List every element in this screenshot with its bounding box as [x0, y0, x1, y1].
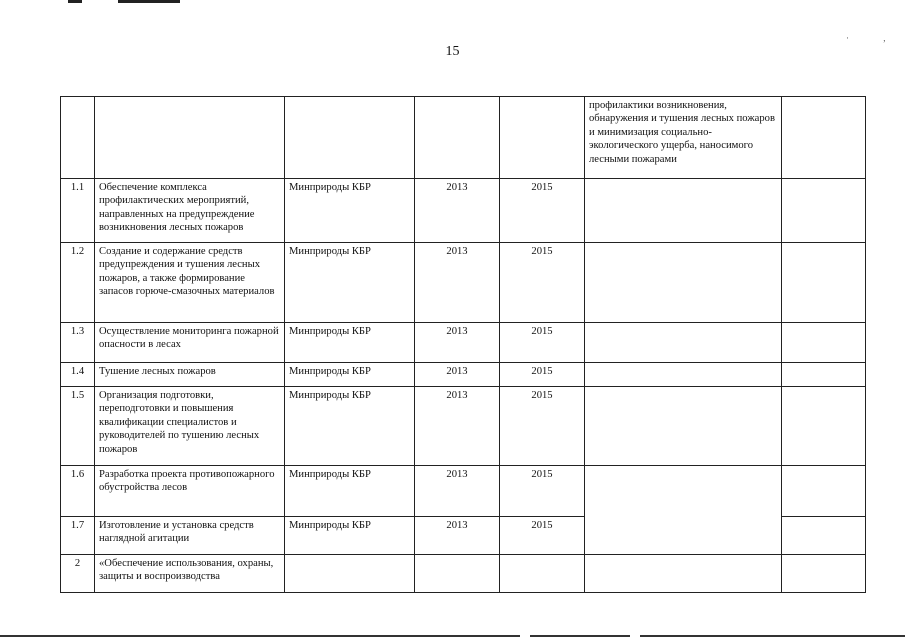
- cell-num: [61, 97, 95, 179]
- end-year: 2015: [500, 323, 585, 363]
- cell-indicator: [782, 387, 866, 466]
- executor: Минприроды КБР: [285, 517, 415, 555]
- end-year: [500, 555, 585, 593]
- cell-executor: [285, 97, 415, 179]
- scan-artifact-top: [68, 0, 188, 3]
- end-year: 2015: [500, 363, 585, 387]
- executor: Минприроды КБР: [285, 243, 415, 323]
- row-number: 1.6: [61, 466, 95, 517]
- table-row: [61, 555, 866, 593]
- start-year: 2013: [415, 517, 500, 555]
- cell-indicator: [782, 466, 866, 517]
- start-year: 2013: [415, 387, 500, 466]
- activity-name: Осуществление мониторинга пожарной опасности в лесах: [95, 323, 285, 363]
- executor: Минприроды КБР: [285, 323, 415, 363]
- cell-indicator: [782, 243, 866, 323]
- cell-goal: [585, 387, 782, 466]
- table-row-continuation: [61, 97, 866, 179]
- page-number: 15: [445, 44, 460, 59]
- executor: [285, 555, 415, 593]
- executor: Минприроды КБР: [285, 179, 415, 243]
- cell-name: [95, 97, 285, 179]
- table-row: [61, 243, 866, 323]
- program-table: [60, 96, 866, 593]
- cell-goal: [585, 97, 782, 179]
- activity-name: Тушение лесных пожаров: [95, 363, 285, 387]
- row-number: 1.3: [61, 323, 95, 363]
- end-year: 2015: [500, 243, 585, 323]
- table-row: [61, 179, 866, 243]
- cell-goal-merged: [585, 466, 782, 555]
- end-year: 2015: [500, 179, 585, 243]
- goal-continuation-text: профилактики возникновения, обнаружения и тушения лесных пожаров и минимизация социально-экологического ущерба, наносимого лесными пожарами: [589, 100, 775, 165]
- cell-goal: [585, 555, 782, 593]
- activity-name: Изготовление и установка средств наглядной агитации: [95, 517, 285, 555]
- end-year: 2015: [500, 387, 585, 466]
- start-year: 2013: [415, 243, 500, 323]
- scan-specks: · ,: [846, 33, 902, 43]
- activity-name: Организация подготовки, переподготовки и повышения квалификации специалистов и руководителей по тушению лесных пожаров: [95, 387, 285, 466]
- start-year: [415, 555, 500, 593]
- cell-goal: [585, 179, 782, 243]
- cell-indicator: [782, 555, 866, 593]
- row-number: 2: [61, 555, 95, 593]
- activity-name: Создание и содержание средств предупреждения и тушения лесных пожаров, а также формирование запасов горюче-смазочных материалов: [95, 243, 285, 323]
- cell-goal: [585, 243, 782, 323]
- start-year: 2013: [415, 363, 500, 387]
- end-year: 2015: [500, 517, 585, 555]
- row-number: 1.1: [61, 179, 95, 243]
- executor: Минприроды КБР: [285, 466, 415, 517]
- activity-name: Обеспечение комплекса профилактических мероприятий, направленных на предупреждение возникновения лесных пожаров: [95, 179, 285, 243]
- table-row: [61, 466, 866, 517]
- executor: Минприроды КБР: [285, 363, 415, 387]
- cell-indicator: [782, 517, 866, 555]
- row-number: 1.4: [61, 363, 95, 387]
- row-number: 1.5: [61, 387, 95, 466]
- cell-start: [415, 97, 500, 179]
- start-year: 2013: [415, 323, 500, 363]
- table-row: [61, 363, 866, 387]
- start-year: 2013: [415, 179, 500, 243]
- end-year: 2015: [500, 466, 585, 517]
- activity-name: «Обеспечение использования, охраны, защиты и воспроизводства: [95, 555, 285, 593]
- cell-goal: [585, 323, 782, 363]
- row-number: 1.7: [61, 517, 95, 555]
- activity-name: Разработка проекта противопожарного обустройства лесов: [95, 466, 285, 517]
- table-row: [61, 387, 866, 466]
- cell-goal: [585, 363, 782, 387]
- row-number: 1.2: [61, 243, 95, 323]
- executor: Минприроды КБР: [285, 387, 415, 466]
- start-year: 2013: [415, 466, 500, 517]
- cell-indicator: [782, 323, 866, 363]
- scan-artifact-bottom: [0, 635, 905, 639]
- cell-end: [500, 97, 585, 179]
- cell-indicator: [782, 363, 866, 387]
- cell-indicator: [782, 179, 866, 243]
- cell-indicator: [782, 97, 866, 179]
- table-row: [61, 323, 866, 363]
